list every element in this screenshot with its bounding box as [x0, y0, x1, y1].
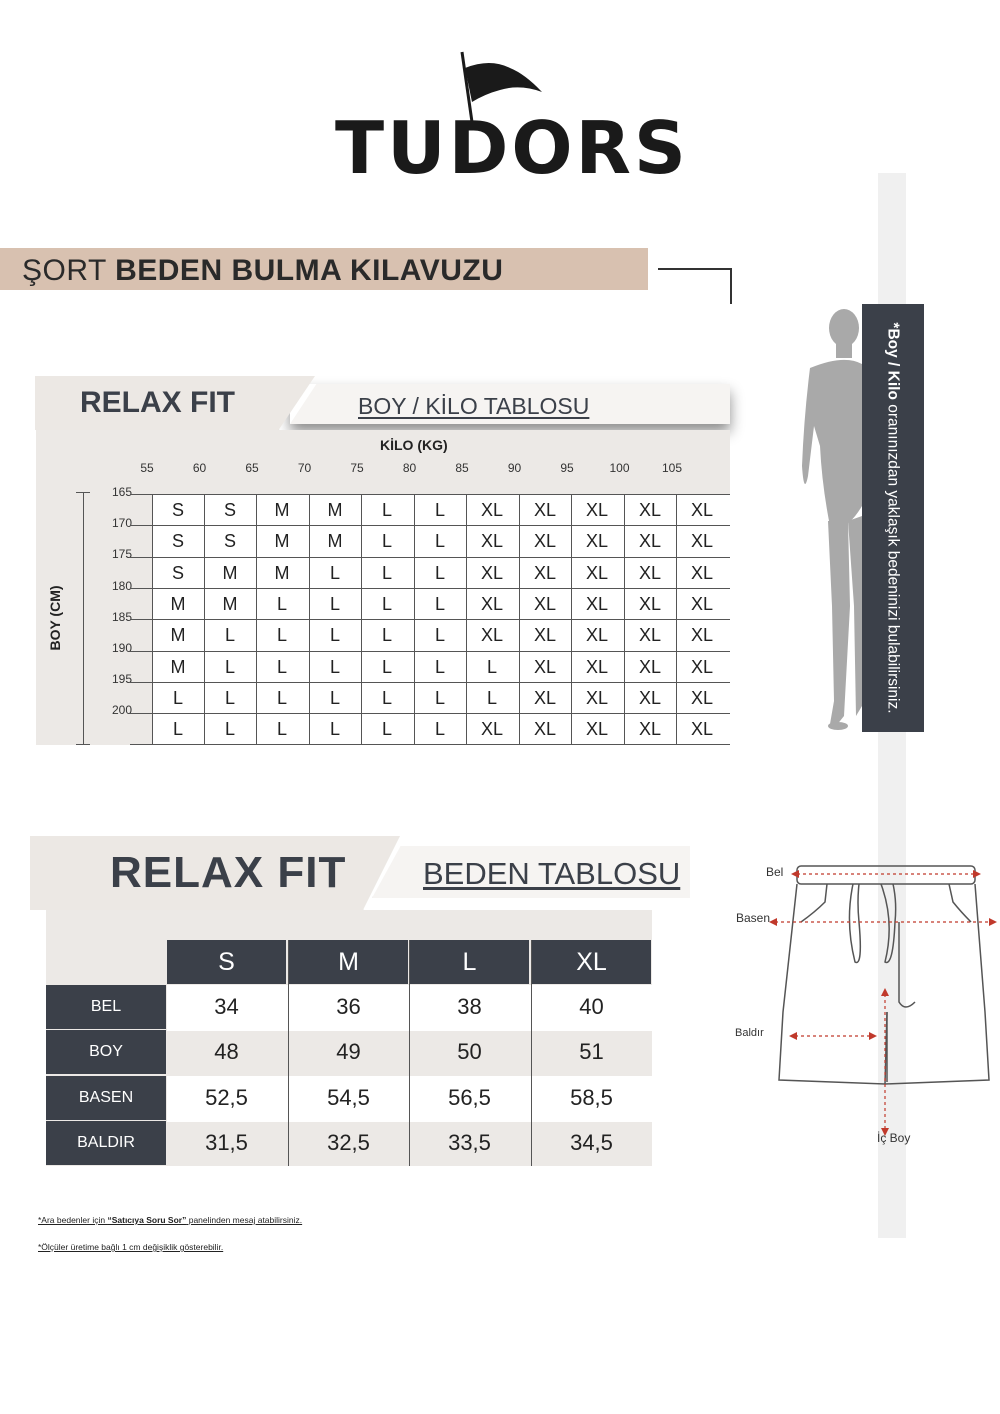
size-cell: L	[434, 500, 445, 520]
footnote-1-bold: “Satıcıya Soru Sor”	[107, 1215, 187, 1225]
size-cell: L	[486, 657, 497, 677]
boy-tick: 165	[111, 485, 132, 499]
size-cell: XL	[638, 657, 662, 677]
size-cell: L	[381, 594, 392, 614]
size-cell: L	[486, 688, 497, 708]
size-cell: L	[434, 594, 445, 614]
size-cell: XL	[585, 625, 609, 645]
size-cell: S	[171, 531, 184, 551]
beden-header-subtitle: BEDEN TABLOSU	[423, 856, 681, 891]
measure-cell: 51	[579, 1039, 604, 1064]
boy-axis-cap-top	[76, 492, 90, 493]
size-cell: XL	[638, 625, 662, 645]
kilo-tick: 60	[192, 461, 207, 475]
size-cell: XL	[480, 625, 504, 645]
measure-cell: 52,5	[205, 1085, 248, 1110]
size-cell: L	[381, 563, 392, 583]
size-cell: L	[329, 625, 340, 645]
size-cell: XL	[690, 500, 714, 520]
measure-cell: 50	[457, 1039, 482, 1064]
size-cell: XL	[533, 563, 557, 583]
measure-cell: 34	[214, 994, 239, 1019]
size-cell: XL	[585, 594, 609, 614]
size-cell: L	[434, 688, 445, 708]
column-divider	[288, 940, 289, 1166]
size-cell: L	[434, 657, 445, 677]
size-cell: XL	[533, 531, 557, 551]
size-cell: XL	[638, 594, 662, 614]
size-cell: XL	[480, 563, 504, 583]
page-title-bold: BEDEN BULMA KILAVUZU	[115, 254, 504, 287]
size-cell: M	[327, 531, 343, 551]
size-cell: L	[329, 719, 340, 739]
kilo-tick: 100	[609, 461, 630, 475]
size-cell: L	[276, 688, 287, 708]
size-cell: L	[224, 719, 235, 739]
size-cell: XL	[585, 688, 609, 708]
size-cell: L	[276, 594, 287, 614]
size-cell: M	[274, 563, 290, 583]
size-cell: XL	[480, 719, 504, 739]
size-cell: XL	[533, 500, 557, 520]
measure-cell: 32,5	[327, 1130, 370, 1155]
shorts-diagram	[735, 862, 997, 1162]
size-cell: XL	[585, 563, 609, 583]
size-cell: M	[222, 594, 238, 614]
size-cell: XL	[690, 688, 714, 708]
size-cell: XL	[638, 688, 662, 708]
size-cell: L	[276, 657, 287, 677]
measure-cell: 48	[214, 1039, 239, 1064]
size-cell: M	[327, 500, 343, 520]
footnote-1-pre: *Ara bedenler için	[38, 1215, 108, 1225]
size-cell: S	[223, 500, 236, 520]
boy-tick: 175	[111, 547, 132, 562]
measure-cell: 33,5	[448, 1130, 491, 1155]
size-cell: XL	[638, 531, 662, 551]
size-header: L	[410, 940, 529, 984]
measure-cell: 36	[336, 994, 361, 1019]
boy-axis-line	[83, 492, 94, 744]
size-cell: XL	[638, 719, 662, 739]
boy-tick: 180	[111, 578, 132, 593]
size-cell: XL	[533, 625, 557, 645]
kilo-tick: 95	[560, 461, 574, 475]
footnote-1	[38, 1215, 302, 1225]
size-cell: XL	[638, 563, 662, 583]
size-cell: XL	[480, 500, 504, 520]
size-cell: L	[276, 625, 287, 645]
boy-tick: 185	[111, 609, 132, 624]
boy-axis-cap-bottom	[76, 744, 90, 745]
size-cell: M	[170, 657, 186, 677]
size-cell: L	[381, 719, 392, 739]
size-cell: L	[434, 625, 445, 645]
size-cell: XL	[690, 719, 714, 739]
row-label: BASEN	[46, 1076, 166, 1120]
measure-cell: 31,5	[205, 1130, 248, 1155]
size-cell: L	[434, 719, 445, 739]
size-cell: L	[276, 719, 287, 739]
measure-cell: 58,5	[570, 1085, 613, 1110]
size-cell: S	[171, 563, 184, 583]
boy-tick: 170	[111, 516, 132, 531]
footnote-2: *Ölçüler üretime bağlı 1 cm değişiklik gösterebilir.	[38, 1242, 224, 1252]
label-baldir: Baldır	[735, 1027, 764, 1039]
label-ic-boy: İç Boy	[877, 1131, 911, 1145]
size-header: XL	[532, 940, 651, 984]
size-cell: XL	[585, 500, 609, 520]
size-cell: M	[170, 594, 186, 614]
kilo-tick: 85	[455, 461, 469, 475]
size-cell: XL	[585, 719, 609, 739]
size-cell: L	[224, 657, 235, 677]
size-cell: XL	[690, 531, 714, 551]
boy-tick: 195	[111, 672, 132, 687]
size-cell: XL	[690, 594, 714, 614]
row-label: BOY	[46, 1030, 166, 1074]
size-cell: XL	[533, 657, 557, 677]
size-cell: L	[434, 531, 445, 551]
kilo-tick: 65	[245, 461, 259, 475]
human-figure-icon	[800, 306, 862, 732]
size-cell: XL	[533, 719, 557, 739]
info-text: oranınızdan yaklaşık bedeninizi bulabilirsiniz.	[884, 399, 902, 714]
size-cell: L	[172, 688, 183, 708]
size-cell: M	[222, 563, 238, 583]
size-cell: XL	[585, 531, 609, 551]
row-label: BALDIR	[46, 1121, 166, 1165]
info-panel-text	[862, 304, 924, 732]
info-bold: *Boy / Kilo	[884, 322, 902, 400]
size-cell: XL	[533, 594, 557, 614]
kilo-tick: 75	[350, 461, 364, 475]
size-cell: L	[381, 531, 392, 551]
size-cell: L	[434, 563, 445, 583]
corner-decoration	[658, 268, 732, 304]
boy-axis-label: BOY (CM)	[47, 585, 63, 651]
size-cell: XL	[480, 531, 504, 551]
size-cell: XL	[690, 625, 714, 645]
size-header: M	[289, 940, 408, 984]
size-cell: M	[274, 500, 290, 520]
size-cell: XL	[585, 657, 609, 677]
measure-cell: 38	[457, 994, 482, 1019]
page-title	[22, 254, 503, 288]
size-cell: XL	[690, 657, 714, 677]
size-cell: S	[171, 500, 184, 520]
size-cell: L	[329, 563, 340, 583]
kilo-tick: 80	[402, 461, 417, 475]
measure-cell: 40	[579, 994, 604, 1019]
kilo-tick: 55	[140, 461, 154, 475]
size-header: S	[167, 940, 286, 984]
size-cell: L	[329, 688, 340, 708]
page-title-banner	[0, 248, 648, 290]
kilo-tick: 90	[507, 461, 522, 475]
column-divider	[531, 940, 532, 1166]
size-cell: XL	[533, 688, 557, 708]
measure-cell: 54,5	[327, 1085, 370, 1110]
size-cell: L	[329, 594, 340, 614]
size-cell: L	[381, 657, 392, 677]
size-cell: L	[381, 500, 392, 520]
measure-cell: 56,5	[448, 1085, 491, 1110]
size-cell: XL	[638, 500, 662, 520]
size-cell: M	[170, 625, 186, 645]
page-title-light: ŞORT	[22, 254, 116, 287]
size-cell: L	[224, 625, 235, 645]
kilo-tick: 105	[661, 461, 683, 475]
size-cell: L	[224, 688, 235, 708]
footnote-1-post: panelinden mesaj atabilirsiniz.	[186, 1215, 303, 1225]
brand-logo: TUDORS	[335, 106, 689, 190]
measure-cell: 34,5	[570, 1130, 613, 1155]
boy-tick: 200	[111, 703, 132, 718]
label-bel: Bel	[766, 865, 784, 879]
size-cell: XL	[480, 594, 504, 614]
boy-kilo-header-subtitle: BOY / KİLO TABLOSU	[358, 393, 590, 419]
boy-kilo-header-title: RELAX FIT	[80, 386, 235, 419]
row-label: BEL	[46, 985, 166, 1029]
boy-tick: 190	[111, 641, 132, 655]
kilo-axis-label: KİLO (KG)	[380, 437, 448, 453]
size-cell: S	[223, 531, 236, 551]
column-divider	[409, 940, 410, 1166]
size-cell: XL	[690, 563, 714, 583]
label-basen: Basen	[736, 911, 771, 925]
size-cell: L	[381, 688, 392, 708]
measure-cell: 49	[336, 1039, 361, 1064]
beden-header-title: RELAX FIT	[110, 848, 347, 897]
size-cell: L	[329, 657, 340, 677]
size-cell: M	[274, 531, 290, 551]
size-cell: L	[172, 719, 183, 739]
kilo-tick: 70	[297, 461, 312, 475]
size-cell: L	[381, 625, 392, 645]
